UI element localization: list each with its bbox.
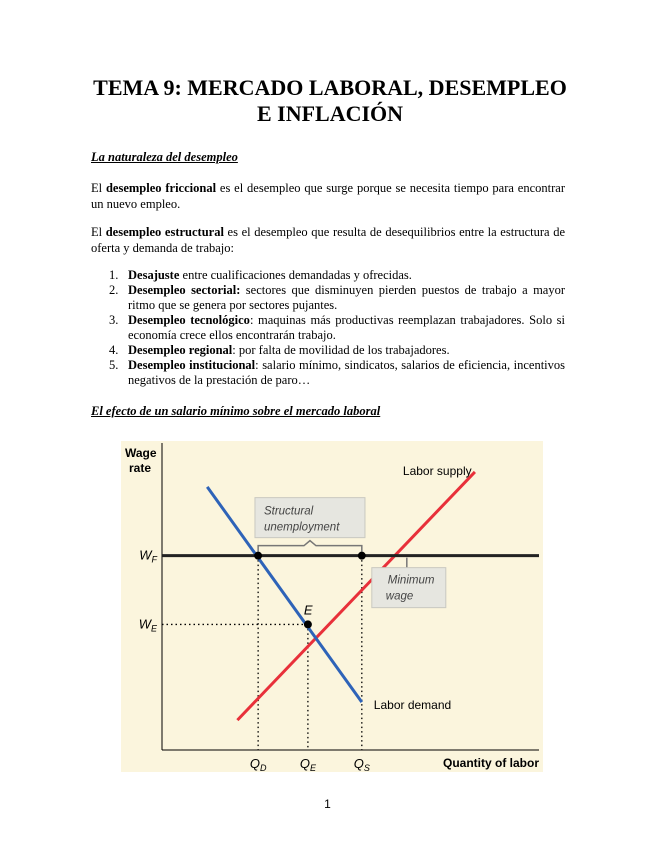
equilibrium-label: E bbox=[303, 602, 313, 618]
y-tick-label-wf bbox=[139, 548, 157, 565]
tick-sub: F bbox=[151, 554, 157, 565]
paragraph-prefix: El bbox=[91, 181, 106, 195]
list-item bbox=[109, 283, 565, 313]
title-line-2: E INFLACIÓN bbox=[256, 101, 404, 126]
tick-sub: D bbox=[259, 763, 267, 772]
section-heading-unemployment: La naturaleza del desempleo bbox=[91, 150, 238, 164]
list-item bbox=[109, 268, 565, 283]
list-term: Desempleo tecnológico bbox=[128, 313, 250, 327]
list-item bbox=[109, 358, 565, 388]
list-item bbox=[109, 343, 565, 358]
y-axis-label-line-1: Wage bbox=[125, 446, 157, 460]
tick-main: Q bbox=[299, 756, 310, 771]
paragraph-prefix: El bbox=[91, 225, 106, 239]
tick-sub: E bbox=[309, 763, 316, 772]
list-term: Desempleo sectorial: bbox=[128, 283, 241, 297]
labor-market-figure bbox=[121, 441, 543, 772]
y-axis-label-line-2: rate bbox=[129, 461, 152, 475]
labor-demand-label: Labor demand bbox=[373, 698, 452, 713]
structural-unemployment-bracket bbox=[258, 541, 362, 552]
page-title bbox=[60, 75, 600, 127]
list-number: 2. bbox=[109, 283, 119, 297]
paragraph-structural bbox=[91, 224, 565, 256]
list-text: sectores que disminuyen pierden puestos de trabajo a mayor ritmo que se genera por sectores pujantes. bbox=[128, 283, 565, 312]
tick-main: Q bbox=[249, 756, 260, 771]
tick-main: Q bbox=[353, 756, 364, 771]
tick-sub: E bbox=[150, 623, 157, 634]
x-tick-label-qs bbox=[354, 756, 370, 772]
list-number: 4. bbox=[109, 343, 119, 357]
paragraph-frictional bbox=[91, 180, 565, 212]
paragraph-text: es el desempleo que surge porque se necesita tiempo para encontrar un nuevo empleo. bbox=[91, 181, 565, 211]
list-text: entre cualificaciones demandadas y ofrecidas. bbox=[179, 268, 412, 282]
term-structural: desempleo estructural bbox=[105, 225, 224, 239]
labor-market-chart bbox=[121, 441, 543, 772]
list-term: Desajuste bbox=[128, 268, 180, 282]
list-text: : maquinas más productivas reemplazan trabajadores. Solo si economía crece ellos encontrarán trabajo. bbox=[128, 313, 566, 342]
list-term: Desempleo regional bbox=[128, 343, 233, 357]
list-term: Desempleo institucional bbox=[128, 358, 256, 372]
structural-unemployment-label-1: Structural bbox=[263, 505, 314, 518]
list-number: 5. bbox=[109, 358, 119, 372]
supply-floor-point bbox=[358, 552, 366, 560]
section-heading-minimum-wage: El efecto de un salario mínimo sobre el mercado laboral bbox=[91, 404, 381, 418]
minimum-wage-label-1: Minimum bbox=[387, 574, 435, 587]
tick-main: W bbox=[138, 616, 151, 632]
x-tick-label-qe bbox=[300, 756, 317, 772]
list-number: 3. bbox=[109, 313, 119, 327]
list-text: : salario mínimo, sindicatos, salarios de eficiencia, incentivos negativos de la prestación de paro… bbox=[128, 358, 565, 387]
paragraph-text: es el desempleo que resulta de desequilibrios entre la estructura de oferta y demanda de trabajo: bbox=[91, 225, 566, 255]
term-frictional: desempleo friccional bbox=[105, 181, 217, 195]
y-tick-label-we bbox=[139, 616, 158, 633]
structural-causes-list bbox=[109, 268, 565, 388]
list-text: : por falta de movilidad de los trabajadores. bbox=[232, 343, 450, 357]
tick-sub: S bbox=[363, 763, 370, 772]
title-line-1: TEMA 9: MERCADO LABORAL, DESEMPLEO bbox=[93, 75, 567, 100]
x-axis-label: Quantity of labor bbox=[443, 756, 539, 770]
x-tick-label-qd bbox=[250, 756, 267, 772]
list-item bbox=[109, 313, 565, 343]
structural-unemployment-label-2: unemployment bbox=[263, 521, 340, 534]
list-number: 1. bbox=[109, 268, 119, 282]
equilibrium-point bbox=[304, 620, 312, 628]
labor-supply-label: Labor supply bbox=[402, 463, 472, 478]
tick-main: W bbox=[139, 547, 152, 563]
minimum-wage-label-2: wage bbox=[385, 590, 414, 603]
page-number: 1 bbox=[324, 797, 331, 811]
demand-floor-point bbox=[254, 552, 262, 560]
